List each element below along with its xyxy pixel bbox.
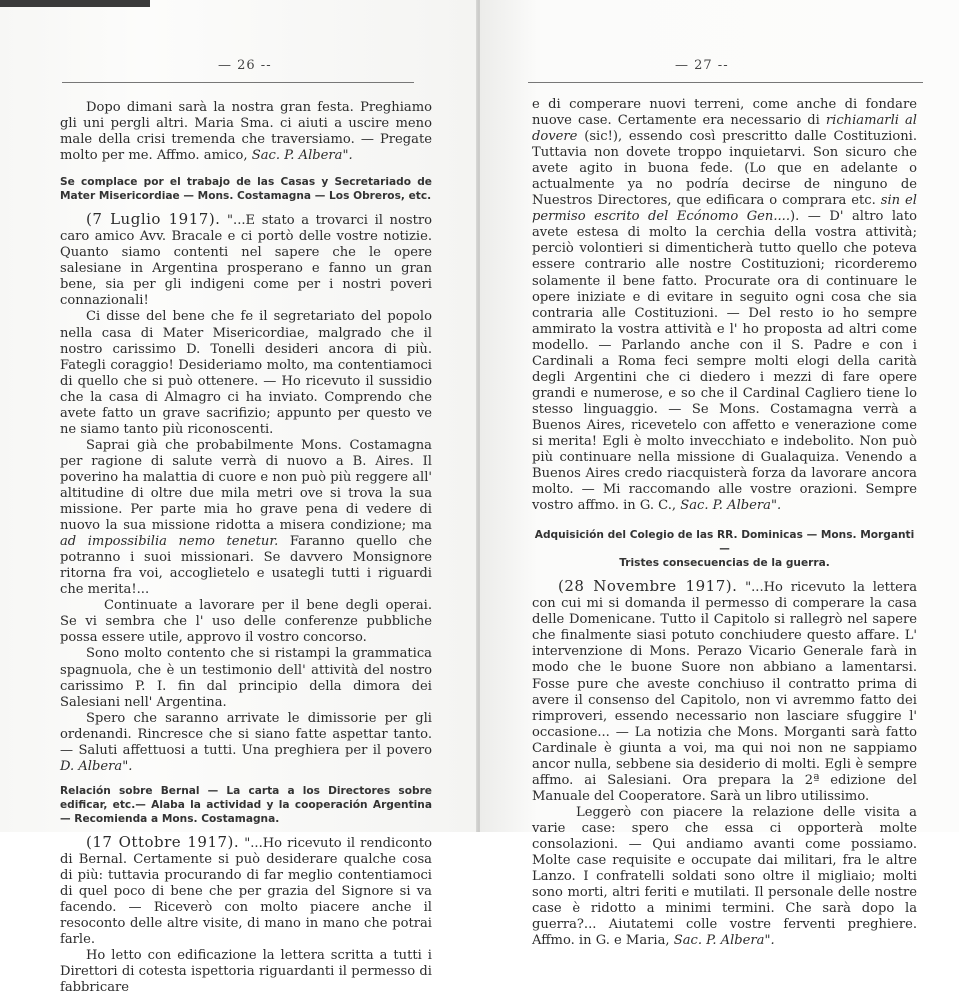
signature: D. Albera". — [60, 758, 133, 774]
signature: Sac. P. Albera". — [680, 498, 782, 514]
header-rule — [528, 82, 923, 83]
left-page-text — [60, 100, 432, 996]
page-number: — 26 -- — [218, 58, 272, 73]
paragraph: (7 Luglio 1917). "...E stato a trovarci il nostro caro amico Avv. Bracale e ci portò delle vostre notizie. Quanto siamo contenti nel sapere che le opere salesiane in Argentina prosperano e fanno un gran bene, sia per gli indigeni come per i nostri poveri connazionali! — [60, 210, 432, 309]
right-page — [480, 0, 959, 949]
paragraph: Sono molto contento che si ristampi la grammatica spagnuola, che è un testimonio dell' attività del nostro carissimo P. I. fin dal principio della dimora dei Salesiani nell' Argentina. — [60, 646, 432, 710]
paragraph: Ho letto con edificazione la lettera scritta a tutti i Direttori di cotesta ispettoria riguardanti il permesso di fabbricare — [60, 948, 432, 996]
paragraph: Spero che saranno arrivate le dimissorie per gli ordenandi. Rincresce che si siano fatte aspettar tanto. — Saluti affettuosi a tutti. Una preghiera per il povero D. Albera". — [60, 710, 432, 774]
paragraph: Continuate a lavorare per il bene degli operai. Se vi sembra che l' uso delle conferenze pubbliche possa essere utile, approvo il vostro concorso. — [60, 598, 432, 646]
right-page-text — [532, 97, 917, 949]
paragraph: Ci disse del bene che fe il segretariato del popolo nella casa di Mater Misericordiae, malgrado che il nostro carissimo D. Tonelli desideri ancora di più. Fategli coraggio! Desideriamo molto, ma contentiamoci di quello che si può ottenere. — Ho ricevuto il sussidio che la casa di Almagro ci ha inviato. Comprendo che avete fatto un grave sacrifizio; appunto per questo ve ne siamo tanto più riconoscenti. — [60, 309, 432, 437]
left-page — [0, 0, 479, 996]
paragraph: Dopo dimani sarà la nostra gran festa. Preghiamo gli uni pergli altri. Maria Sma. ci aiuti a uscire meno male della crisi tremenda che traversiamo. — Pregate molto per me. Affmo. amico, Sac. P. Albera". — [60, 100, 432, 164]
header-rule — [62, 82, 414, 83]
letter-date: (28 Novembre 1917). — [558, 577, 738, 596]
paragraph: e di comperare nuovi terreni, come anche di fondare nuove case. Certamente era necessario di richiamarli al dovere (sic!), essendo così prescritto dalle Costituzioni. Tuttavia non dovete troppo inquietarvi. Son sicuro che avete agito in buona fede. (Lo que en adelante o actualmente ya no podría decirse de ninguno de Nuestros Directores, que edificara o comprara etc. sin el permiso escrito del Ecónomo Gen....). — D' altro lato avete estesa di molto la cerchia della vostra attività; perciò volontieri si dimenticherà tutto quello che poteva essere contrario alle nostre Costituzioni; ricorderemo solamente il bene fatto. Procurate ora di continuare le opere iniziate e di evitare in seguito ogni cosa che sia contraria alle Costituzioni. — Del resto io ho sempre ammirato la vostra attività e l' ho proposta ad altri come modello. — Parlando anche con il S. Padre e con i Cardinali a Roma feci sempre molti elogi della carità degli Argentini che ci diedero i mezzi di fare opere grandi e numerose, e so che il Cardinal Cagliero tiene lo stesso linguaggio. — Se Mons. Costamagna verrà a Buenos Aires, ricevetelo con affetto e venerazione come si merita! Egli è molto invecchiato e indebolito. Non può più continuare nella missione di Gualaquiza. Venendo a Buenos Aires credo riacquisterà forza da lavorare ancora molto. — Mi raccomando alle vostre orazioni. Sempre vostro affmo. in G. C., Sac. P. Albera". — [532, 97, 917, 514]
signature: Sac. P. Albera". — [251, 148, 353, 164]
paragraph: Leggerò con piacere la relazione delle visita a varie case: spero che essa ci opporterà molte consolazioni. — Qui andiamo avanti come possiamo. Molte case requisite e occupate dai militari, fra le altre Lanzo. I confratelli soldati sono oltre il migliaio; molti sono morti, altri feriti e mutilati. Il personale delle nostre case è ridotto a minimi termini. Che sarà dopo la guerra?... Aiutatemi colle vostre ferventi preghiere. Affmo. in G. e Maria, Sac. P. Albera". — [532, 804, 917, 949]
section-heading: Adquisición del Colegio de las RR. Dominicas — Mons. Morganti — Tristes consecuencias de la guerra. — [534, 529, 915, 570]
signature: Sac. P. Albera". — [673, 933, 775, 949]
top-edge-mark — [0, 0, 150, 7]
paragraph: (17 Ottobre 1917). "...Ho ricevuto il rendiconto di Bernal. Certamente si può desiderare qualche cosa di più: tuttavia procurando di far meglio contentiamoci di quel poco di bene che per grazia del Signore si va facendo. — Riceverò con molto piacere anche il resoconto delle altre visite, di mano in mano che potrai farle. — [60, 832, 432, 948]
paragraph: (28 Novembre 1917). "...Ho ricevuto la lettera con cui mi si domanda il permesso di comperare la casa delle Domenicane. Tutto il Capitolo si rallegrò nel sapere che finalmente siasi potuto conchiudere questo affare. L' intervenzione di Mons. Perazo Vicario Generale farà in modo che le buone Suore non abbiano a lamentarsi. Fosse pure che aveste conchiuso il contratto prima di avere il consenso del Capitolo, non vi avremmo fatto dei rimproveri, essendo necessario non lasciare sfuggire l' occasione... — La notizia che Mons. Morganti sarà fatto Cardinale è giunta a voi, ma qui noi non ne sappiamo ancor nulla, sebbene sia desiderio di molti. Egli è sempre affmo. ai Salesiani. Ora prepara la 2ª edizione del Manuale del Cooperatore. Sarà un libro utilissimo. — [532, 577, 917, 804]
letter-date: (17 Ottobre 1917). — [86, 832, 240, 851]
page-number: — 27 -- — [675, 58, 729, 73]
section-heading: Se complace por el trabajo de las Casas y Secretariado de Mater Misericordiae — Mons. Costamagna — Los Obreros, etc. — [60, 176, 432, 203]
paragraph: Saprai già che probabilmente Mons. Costamagna per ragione di salute verrà di nuovo a B. Aires. Il poverino ha malattia di cuore e non può più reggere all' altitudine di oltre due mila metri ove si trova la sua missione. Per parte mia ho grave pena di vedere di nuovo la sua missione ridotta a misera condizione; ma ad impossibilia nemo tenetur. Faranno quello che potranno i suoi missionari. Se davvero Monsignore ritorna fra voi, accoglietelo e usategli tutti i riguardi che merita!... — [60, 437, 432, 598]
section-heading: Relación sobre Bernal — La carta a los Directores sobre edificar, etc.— Alaba la actividad y la cooperación Argentina — Recomienda a Mons. Costamagna. — [60, 784, 432, 825]
letter-date: (7 Luglio 1917). — [86, 210, 221, 229]
